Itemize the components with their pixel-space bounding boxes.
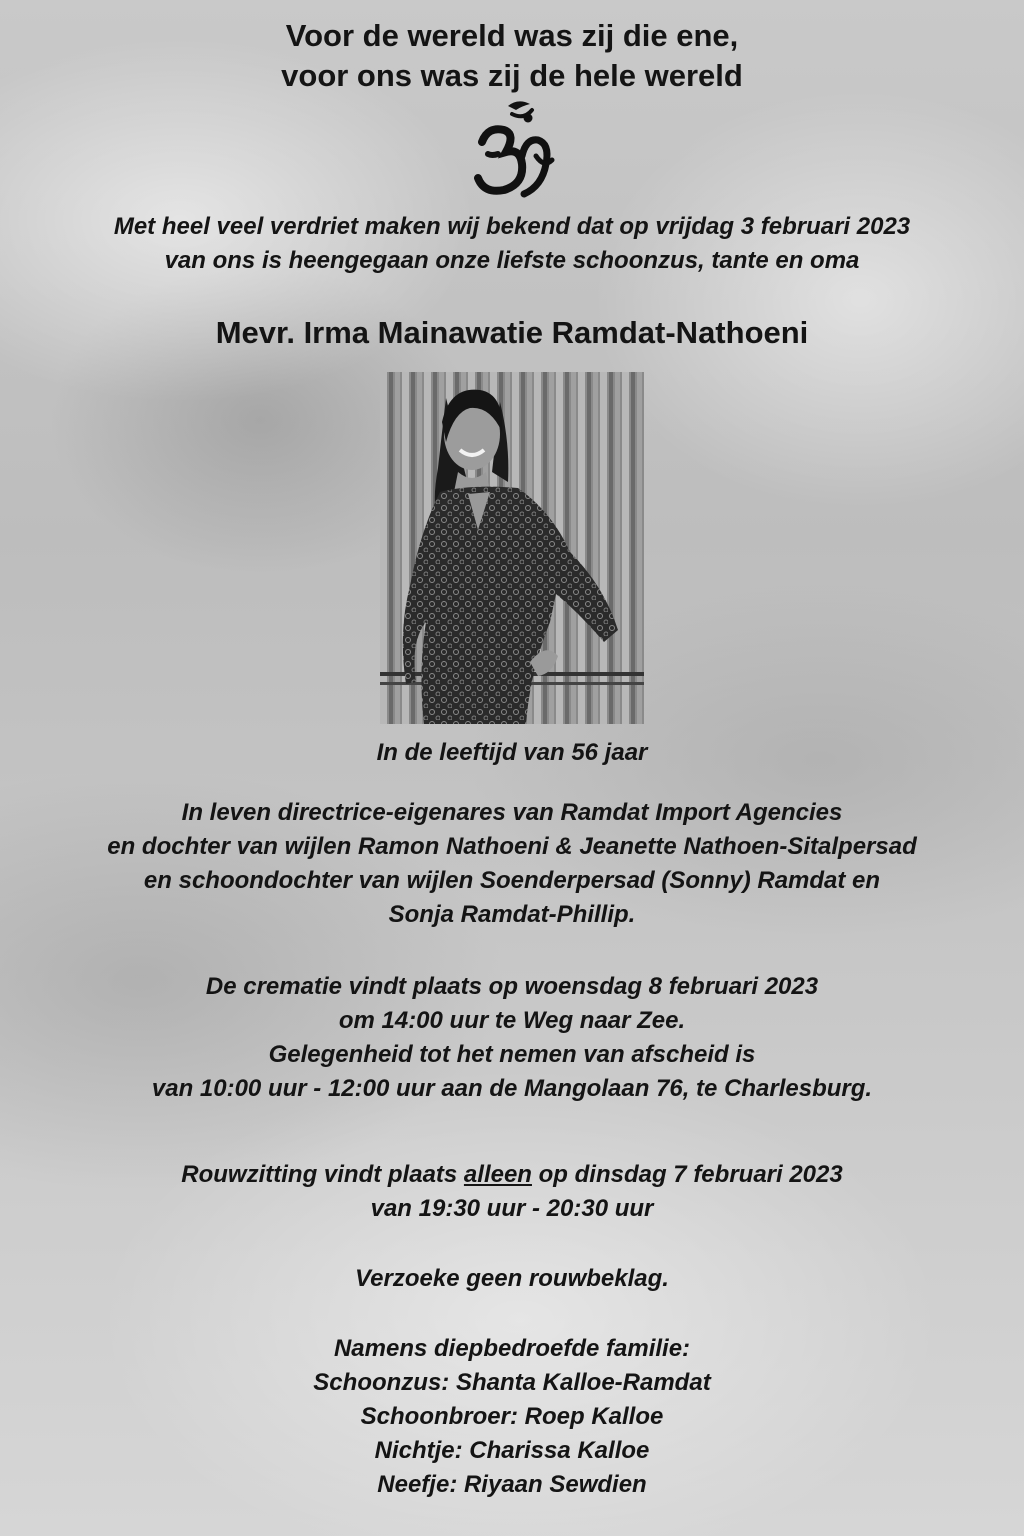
family-member: Schoonzus: Shanta Kalloe-Ramdat xyxy=(313,1369,711,1396)
family-member: Neefje: Riyaan Sewdien xyxy=(377,1471,647,1498)
family-title: Namens diepbedroefde familie: xyxy=(333,1335,691,1362)
age-text: In de leeftijd van 56 jaar xyxy=(376,739,648,766)
mourning-emphasis: alleen xyxy=(463,1161,532,1188)
heading xyxy=(0,16,1024,96)
biography-line-2: en dochter van wijlen Ramon Nathoeni & Jeanette Nathoen-Sitalpersad xyxy=(107,833,917,860)
portrait-photo xyxy=(380,372,644,724)
deceased-name: Mevr. Irma Mainawatie Ramdat-Nathoeni xyxy=(215,315,809,350)
cremation-line-4: van 10:00 uur - 12:00 uur aan de Mangolaan 76, te Charlesburg. xyxy=(151,1075,873,1102)
cremation-line-3: Gelegenheid tot het nemen van afscheid is xyxy=(268,1041,756,1068)
heading-line-1: Voor de wereld was zij die ene, xyxy=(285,18,739,53)
mourning-prefix: Rouwzitting vindt plaats xyxy=(181,1161,464,1188)
announcement-line-2: van ons is heengegaan onze liefste schoonzus, tante en oma xyxy=(164,247,860,274)
announcement xyxy=(0,210,1024,278)
family-signature xyxy=(0,1332,1024,1502)
mourning-suffix: op dinsdag 7 februari 2023 xyxy=(531,1161,843,1188)
biography-line-4: Sonja Ramdat-Phillip. xyxy=(388,901,636,928)
cremation-line-1: De crematie vindt plaats op woensdag 8 februari 2023 xyxy=(205,973,819,1000)
family-member: Nichtje: Charissa Kalloe xyxy=(374,1437,650,1464)
family-member: Schoonbroer: Roep Kalloe xyxy=(360,1403,664,1430)
om-icon xyxy=(468,98,556,206)
heading-line-2: voor ons was zij de hele wereld xyxy=(281,58,743,93)
mourning-line-1 xyxy=(0,1158,1024,1192)
cremation-details xyxy=(0,970,1024,1106)
request-text: Verzoeke geen rouwbeklag. xyxy=(355,1265,669,1292)
biography-line-1: In leven directrice-eigenares van Ramdat Import Agencies xyxy=(181,799,843,826)
cremation-line-2: om 14:00 uur te Weg naar Zee. xyxy=(338,1007,686,1034)
mourning-session xyxy=(0,1158,1024,1226)
biography xyxy=(0,796,1024,932)
mourning-line-2: van 19:30 uur - 20:30 uur xyxy=(370,1195,654,1222)
announcement-line-1: Met heel veel verdriet maken wij bekend dat op vrijdag 3 februari 2023 xyxy=(113,213,911,240)
biography-line-3: en schoondochter van wijlen Soenderpersad (Sonny) Ramdat en xyxy=(143,867,881,894)
